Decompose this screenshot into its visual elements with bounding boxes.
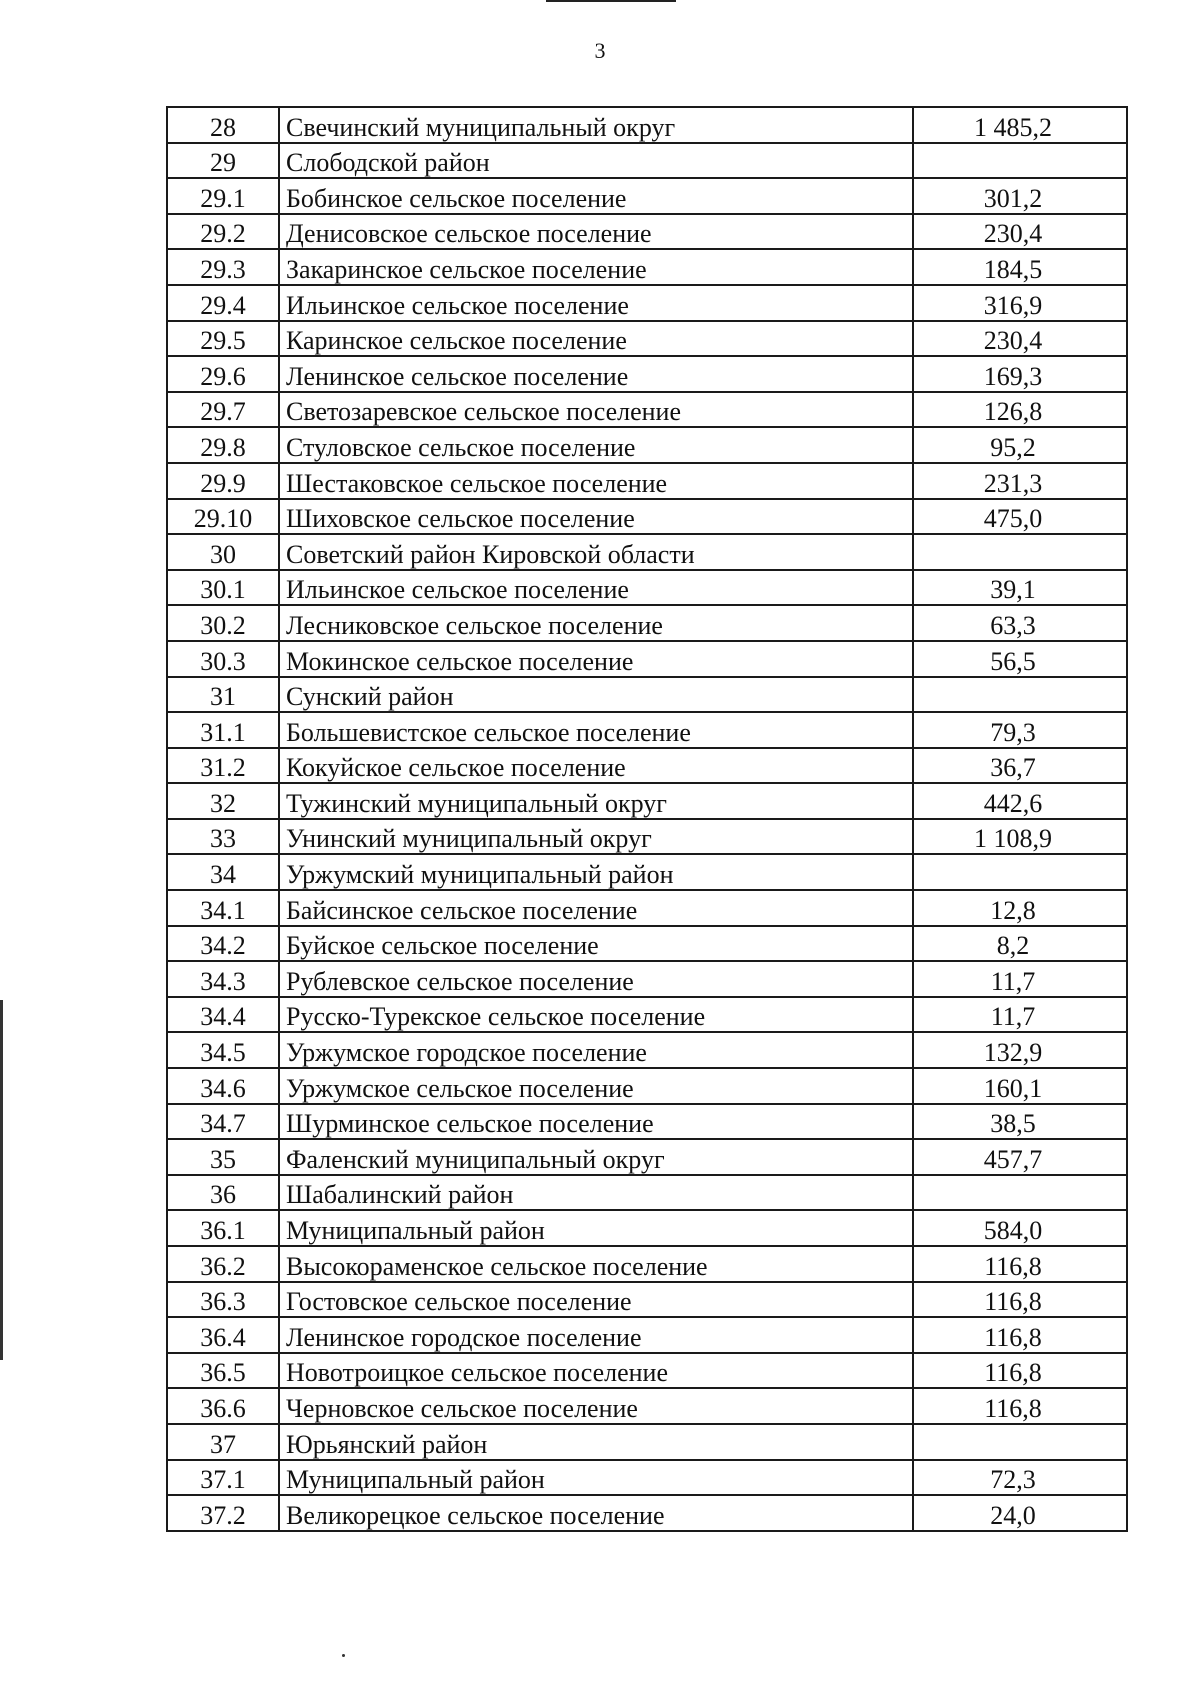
amount-value: 584,0	[913, 1210, 1127, 1246]
table-row	[167, 321, 1127, 357]
amount-value: 301,2	[913, 178, 1127, 214]
table-row	[167, 1210, 1127, 1246]
table-row	[167, 926, 1127, 962]
municipality-name: Буйское сельское поселение	[279, 926, 913, 962]
row-number: 29.2	[167, 214, 279, 250]
municipality-name: Байсинское сельское поселение	[279, 890, 913, 926]
municipality-name: Уржумский муниципальный район	[279, 854, 913, 890]
amount-value: 72,3	[913, 1460, 1127, 1496]
table-row	[167, 1388, 1127, 1424]
amount-value: 316,9	[913, 285, 1127, 321]
table-row	[167, 1032, 1127, 1068]
page-number: 3	[594, 38, 606, 63]
table-row	[167, 1424, 1127, 1460]
table-row	[167, 534, 1127, 570]
municipality-name: Уржумское городское поселение	[279, 1032, 913, 1068]
scan-speck	[342, 1654, 345, 1657]
row-number: 30	[167, 534, 279, 570]
municipality-name: Мокинское сельское поселение	[279, 641, 913, 677]
table-row	[167, 1353, 1127, 1389]
table-row	[167, 463, 1127, 499]
row-number: 36.5	[167, 1353, 279, 1389]
amount-value: 116,8	[913, 1353, 1127, 1389]
amount-value	[913, 1175, 1127, 1211]
table-row	[167, 1246, 1127, 1282]
amount-value: 8,2	[913, 926, 1127, 962]
municipality-name: Уржумское сельское поселение	[279, 1068, 913, 1104]
row-number: 33	[167, 819, 279, 855]
amount-value: 36,7	[913, 748, 1127, 784]
municipality-name: Гостовское сельское поселение	[279, 1282, 913, 1318]
scan-edge-mark	[0, 1000, 3, 1360]
municipality-name: Ленинское городское поселение	[279, 1317, 913, 1353]
row-number: 36.1	[167, 1210, 279, 1246]
table-row	[167, 605, 1127, 641]
table-row	[167, 783, 1127, 819]
table-row	[167, 890, 1127, 926]
amount-value: 24,0	[913, 1495, 1127, 1531]
table-row	[167, 712, 1127, 748]
amount-value: 1 108,9	[913, 819, 1127, 855]
row-number: 29.5	[167, 321, 279, 357]
table-row	[167, 854, 1127, 890]
table-row	[167, 392, 1127, 428]
table-row	[167, 427, 1127, 463]
row-number: 28	[167, 107, 279, 143]
municipality-name: Слободской район	[279, 143, 913, 179]
row-number: 29.8	[167, 427, 279, 463]
amount-value	[913, 143, 1127, 179]
row-number: 35	[167, 1139, 279, 1175]
allocation-table	[166, 106, 1128, 1532]
amount-value: 63,3	[913, 605, 1127, 641]
municipality-name: Свечинский муниципальный округ	[279, 107, 913, 143]
row-number: 36.2	[167, 1246, 279, 1282]
municipality-name: Муниципальный район	[279, 1210, 913, 1246]
row-number: 34.1	[167, 890, 279, 926]
amount-value: 132,9	[913, 1032, 1127, 1068]
amount-value: 184,5	[913, 249, 1127, 285]
amount-value: 126,8	[913, 392, 1127, 428]
municipality-name: Стуловское сельское поселение	[279, 427, 913, 463]
table-row	[167, 1175, 1127, 1211]
table-row	[167, 1282, 1127, 1318]
row-number: 34.6	[167, 1068, 279, 1104]
municipality-name: Новотроицкое сельское поселение	[279, 1353, 913, 1389]
amount-value: 116,8	[913, 1388, 1127, 1424]
table-row	[167, 961, 1127, 997]
amount-value: 95,2	[913, 427, 1127, 463]
row-number: 29.4	[167, 285, 279, 321]
amount-value: 1 485,2	[913, 107, 1127, 143]
municipality-name: Советский район Кировской области	[279, 534, 913, 570]
table-row	[167, 249, 1127, 285]
table-row	[167, 819, 1127, 855]
row-number: 36	[167, 1175, 279, 1211]
table-row	[167, 677, 1127, 713]
amount-value: 442,6	[913, 783, 1127, 819]
municipality-name: Лесниковское сельское поселение	[279, 605, 913, 641]
amount-value	[913, 854, 1127, 890]
row-number: 37.2	[167, 1495, 279, 1531]
amount-value: 38,5	[913, 1104, 1127, 1140]
row-number: 34.3	[167, 961, 279, 997]
amount-value: 231,3	[913, 463, 1127, 499]
amount-value: 116,8	[913, 1246, 1127, 1282]
row-number: 30.2	[167, 605, 279, 641]
table-row	[167, 356, 1127, 392]
municipality-name: Ильинское сельское поселение	[279, 570, 913, 606]
table-row	[167, 570, 1127, 606]
table-row	[167, 1104, 1127, 1140]
row-number: 34.5	[167, 1032, 279, 1068]
row-number: 31.2	[167, 748, 279, 784]
municipality-name: Шестаковское сельское поселение	[279, 463, 913, 499]
municipality-name: Каринское сельское поселение	[279, 321, 913, 357]
municipality-name: Тужинский муниципальный округ	[279, 783, 913, 819]
municipality-name: Кокуйское сельское поселение	[279, 748, 913, 784]
municipality-name: Шиховское сельское поселение	[279, 499, 913, 535]
row-number: 36.6	[167, 1388, 279, 1424]
municipality-name: Закаринское сельское поселение	[279, 249, 913, 285]
municipality-name: Шурминское сельское поселение	[279, 1104, 913, 1140]
amount-value: 230,4	[913, 321, 1127, 357]
municipality-name: Ильинское сельское поселение	[279, 285, 913, 321]
row-number: 32	[167, 783, 279, 819]
row-number: 29.7	[167, 392, 279, 428]
table-body	[167, 107, 1127, 1531]
municipality-name: Черновское сельское поселение	[279, 1388, 913, 1424]
row-number: 29.9	[167, 463, 279, 499]
amount-value: 169,3	[913, 356, 1127, 392]
municipality-name: Сунский район	[279, 677, 913, 713]
municipality-name: Унинский муниципальный округ	[279, 819, 913, 855]
table-row	[167, 214, 1127, 250]
municipality-name: Русско-Турекское сельское поселение	[279, 997, 913, 1033]
amount-value	[913, 534, 1127, 570]
amount-value: 56,5	[913, 641, 1127, 677]
amount-value: 11,7	[913, 961, 1127, 997]
table-row	[167, 748, 1127, 784]
municipality-name: Великорецкое сельское поселение	[279, 1495, 913, 1531]
municipality-name: Светозаревское сельское поселение	[279, 392, 913, 428]
amount-value: 230,4	[913, 214, 1127, 250]
municipality-name: Ленинское сельское поселение	[279, 356, 913, 392]
row-number: 30.3	[167, 641, 279, 677]
row-number: 34	[167, 854, 279, 890]
table-row	[167, 1495, 1127, 1531]
table-row	[167, 285, 1127, 321]
row-number: 36.4	[167, 1317, 279, 1353]
row-number: 34.4	[167, 997, 279, 1033]
amount-value: 116,8	[913, 1282, 1127, 1318]
amount-value	[913, 1424, 1127, 1460]
row-number: 36.3	[167, 1282, 279, 1318]
municipality-name: Рублевское сельское поселение	[279, 961, 913, 997]
table-row	[167, 997, 1127, 1033]
row-number: 29.3	[167, 249, 279, 285]
municipality-name: Юрьянский район	[279, 1424, 913, 1460]
amount-value	[913, 677, 1127, 713]
amount-value: 12,8	[913, 890, 1127, 926]
row-number: 29.6	[167, 356, 279, 392]
table-row	[167, 1139, 1127, 1175]
table-row	[167, 499, 1127, 535]
amount-value: 160,1	[913, 1068, 1127, 1104]
row-number: 29	[167, 143, 279, 179]
table-row	[167, 1317, 1127, 1353]
municipality-name: Высокораменское сельское поселение	[279, 1246, 913, 1282]
table-row	[167, 1068, 1127, 1104]
top-rule	[546, 0, 676, 2]
row-number: 29.1	[167, 178, 279, 214]
row-number: 31.1	[167, 712, 279, 748]
table-row	[167, 1460, 1127, 1496]
row-number: 30.1	[167, 570, 279, 606]
row-number: 31	[167, 677, 279, 713]
amount-value: 116,8	[913, 1317, 1127, 1353]
row-number: 34.2	[167, 926, 279, 962]
table-row	[167, 641, 1127, 677]
row-number: 29.10	[167, 499, 279, 535]
amount-value: 11,7	[913, 997, 1127, 1033]
municipality-name: Большевистское сельское поселение	[279, 712, 913, 748]
amount-value: 39,1	[913, 570, 1127, 606]
municipality-name: Фаленский муниципальный округ	[279, 1139, 913, 1175]
municipality-name: Шабалинский район	[279, 1175, 913, 1211]
table-row	[167, 107, 1127, 143]
municipality-name: Муниципальный район	[279, 1460, 913, 1496]
amount-value: 475,0	[913, 499, 1127, 535]
municipality-name: Денисовское сельское поселение	[279, 214, 913, 250]
row-number: 37	[167, 1424, 279, 1460]
amount-value: 457,7	[913, 1139, 1127, 1175]
amount-value: 79,3	[913, 712, 1127, 748]
municipality-name: Бобинское сельское поселение	[279, 178, 913, 214]
row-number: 34.7	[167, 1104, 279, 1140]
table-row	[167, 178, 1127, 214]
table-row	[167, 143, 1127, 179]
row-number: 37.1	[167, 1460, 279, 1496]
